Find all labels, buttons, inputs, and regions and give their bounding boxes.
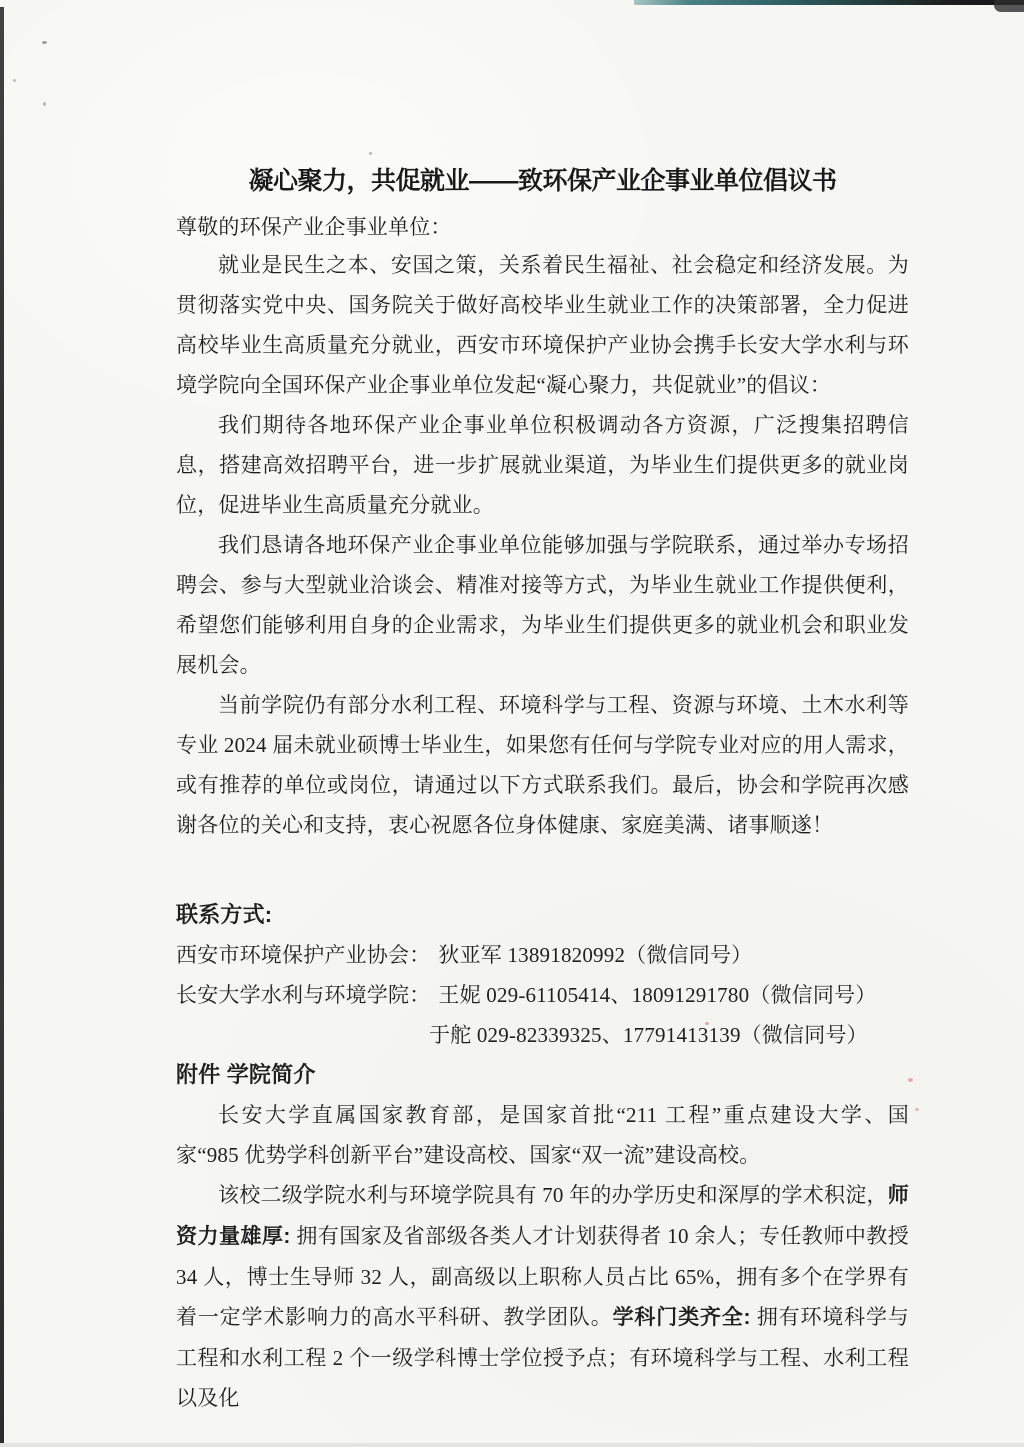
contact-person-detail: 王妮 029-61105414、18091291780（微信同号） — [438, 983, 877, 1007]
document-text-block — [176, 0, 909, 1418]
paragraph-2: 我们期待各地环保产业企事业单位积极调动各方资源，广泛搜集招聘信息，搭建高效招聘平台，进一步扩展就业渠道，为毕业生们提供更多的就业岗位，促进毕业生高质量充分就业。 — [176, 413, 909, 517]
scan-left-edge-shadow — [0, 7, 4, 1447]
ink-speck — [13, 79, 16, 82]
contact-entry-college-2 — [176, 1015, 909, 1055]
ink-speck — [43, 102, 46, 106]
attachment-paragraph-1: 长安大学直属国家教育部，是国家首批“211 工程”重点建设大学、国家“985 优势学科创新平台”建设高校、国家“双一流”建设高校。 — [176, 1103, 909, 1167]
text-segment: 该校二级学院水利与环境学院具有 70 年的办学历史和深厚的学术积淀， — [218, 1183, 888, 1207]
contact-person-detail: 狄亚军 13891820992（微信同号） — [438, 943, 753, 967]
contact-section-heading: 联系方式: — [176, 902, 273, 927]
paragraph-4: 当前学院仍有部分水利工程、环境科学与工程、资源与环境、土木水利等专业 2024 届未就业硕博士毕业生，如果您有任何与学院专业对应的用人需求，或有推荐的单位或岗位，请通过以下方式联系我们。最后，协会和学院再次感谢各位的关心和支持，衷心祝愿各位身体健康、家庭美满、诸事顺遂！ — [176, 693, 909, 837]
pink-speck — [915, 1108, 919, 1111]
bold-text-segment: 师资力量雄厚: — [176, 1184, 909, 1248]
attachment-paragraph-2 — [176, 1175, 909, 1418]
scan-bottom-edge — [0, 1443, 1024, 1447]
contact-entry-association — [176, 935, 909, 975]
document-title: 凝心聚力，共促就业——致环保产业企事业单位倡议书 — [248, 167, 837, 195]
text-segment: 拥有环境科学与工程和水利工程 2 个一级学科博士学位授予点；有环境科学与工程、水利工程以及化 — [176, 1305, 909, 1410]
text-segment: 拥有国家及省部级各类人才计划获得者 10 余人；专任教师中教授 34 人，博士生导师 32 人，副高级以上职称人员占比 65%，拥有多个在学界有着一定学术影响力的高水平科研、教学团队。 — [176, 1224, 909, 1329]
salutation: 尊敬的环保产业企事业单位： — [176, 215, 452, 239]
scan-top-right-corner-mark — [994, 0, 1024, 12]
bold-text-segment: 学科门类齐全: — [612, 1306, 751, 1329]
paragraph-1: 就业是民生之本、安国之策，关系着民生福祉、社会稳定和经济发展。为贯彻落实党中央、国务院关于做好高校毕业生就业工作的决策部署，全力促进高校毕业生高质量充分就业，西安市环境保护产业协会携手长安大学水利与环境学院向全国环保产业企事业单位发起“凝心聚力，共促就业”的倡议： — [176, 253, 909, 397]
attachment-heading: 附件 学院简介 — [176, 1062, 316, 1087]
contact-org-name: 长安大学水利与环境学院： — [176, 983, 431, 1007]
contact-org-name: 西安市环境保护产业协会： — [176, 943, 431, 967]
paragraph-3: 我们恳请各地环保产业企事业单位能够加强与学院联系，通过举办专场招聘会、参与大型就业洽谈会、精准对接等方式，为毕业生就业工作提供便利，希望您们能够利用自身的企业需求，为毕业生们提供更多的就业机会和职业发展机会。 — [176, 533, 909, 677]
contact-person-detail: 于舵 029-82339325、17791413139（微信同号） — [429, 1023, 868, 1047]
ink-speck — [42, 41, 47, 44]
contact-entry-college — [176, 975, 909, 1015]
